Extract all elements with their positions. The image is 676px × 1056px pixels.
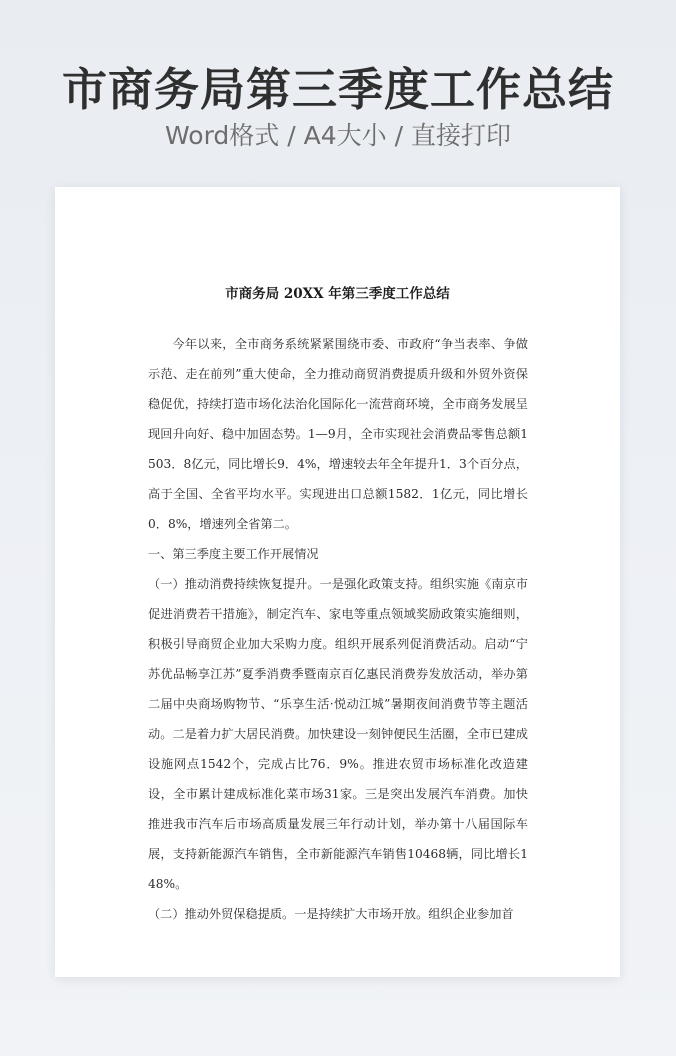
section-heading: 一、第三季度主要工作开展情况 — [148, 547, 319, 561]
document-body — [148, 329, 528, 929]
intro-paragraph: 今年以来，全市商务系统紧紧围绕市委、市政府“争当表率、争做示范、走在前列”重大使命，全力推动商贸消费提质升级和外贸外资保稳促优，持续打造市场化法治化国际化一流营商环境，全市商务发展呈现回升向好、稳中加固态势。1—9月，全市实现社会消费品零售总额1503．8亿元，同比增长9．4%，增速较去年全年提升1．3个百分点，高于全国、全省平均水平。实现进出口总额1582．1亿元，同比增长0．8%，增速列全省第二。 — [148, 337, 528, 531]
document-title: 市商务局 20XX 年第三季度工作总结 — [225, 286, 450, 302]
subsection-foreign-trade: （二）推动外贸保稳提质。一是持续扩大市场开放。组织企业参加首 — [148, 907, 514, 921]
banner-title: 市商务局第三季度工作总结 — [61, 63, 614, 116]
subsection-consumption: （一）推动消费持续恢复提升。一是强化政策支持。组织实施《南京市促进消费若干措施》，制定汽车、家电等重点领域奖励政策实施细则，积极引导商贸企业加大采购力度。组织开展系列促消费活动。启动“宁苏优品畅享江苏”夏季消费季暨南京百亿惠民消费券发放活动，举办第二届中央商场购物节、“乐享生活·悦动江城”暑期夜间消费节等主题活动。二是着力扩大居民消费。加快建设一刻钟便民生活圈，全市已建成设施网点1542个，完成占比76．9%。推进农贸市场标准化改造建设，全市累计建成标准化菜市场31家。三是突出发展汽车消费。加快推进我市汽车后市场高质量发展三年行动计划，举办第十八届国际车展，支持新能源汽车销售，全市新能源汽车销售10468辆，同比增长148%。 — [148, 577, 528, 891]
banner-subtitle: Word格式 / A4大小 / 直接打印 — [165, 121, 511, 150]
document-page — [55, 187, 620, 977]
